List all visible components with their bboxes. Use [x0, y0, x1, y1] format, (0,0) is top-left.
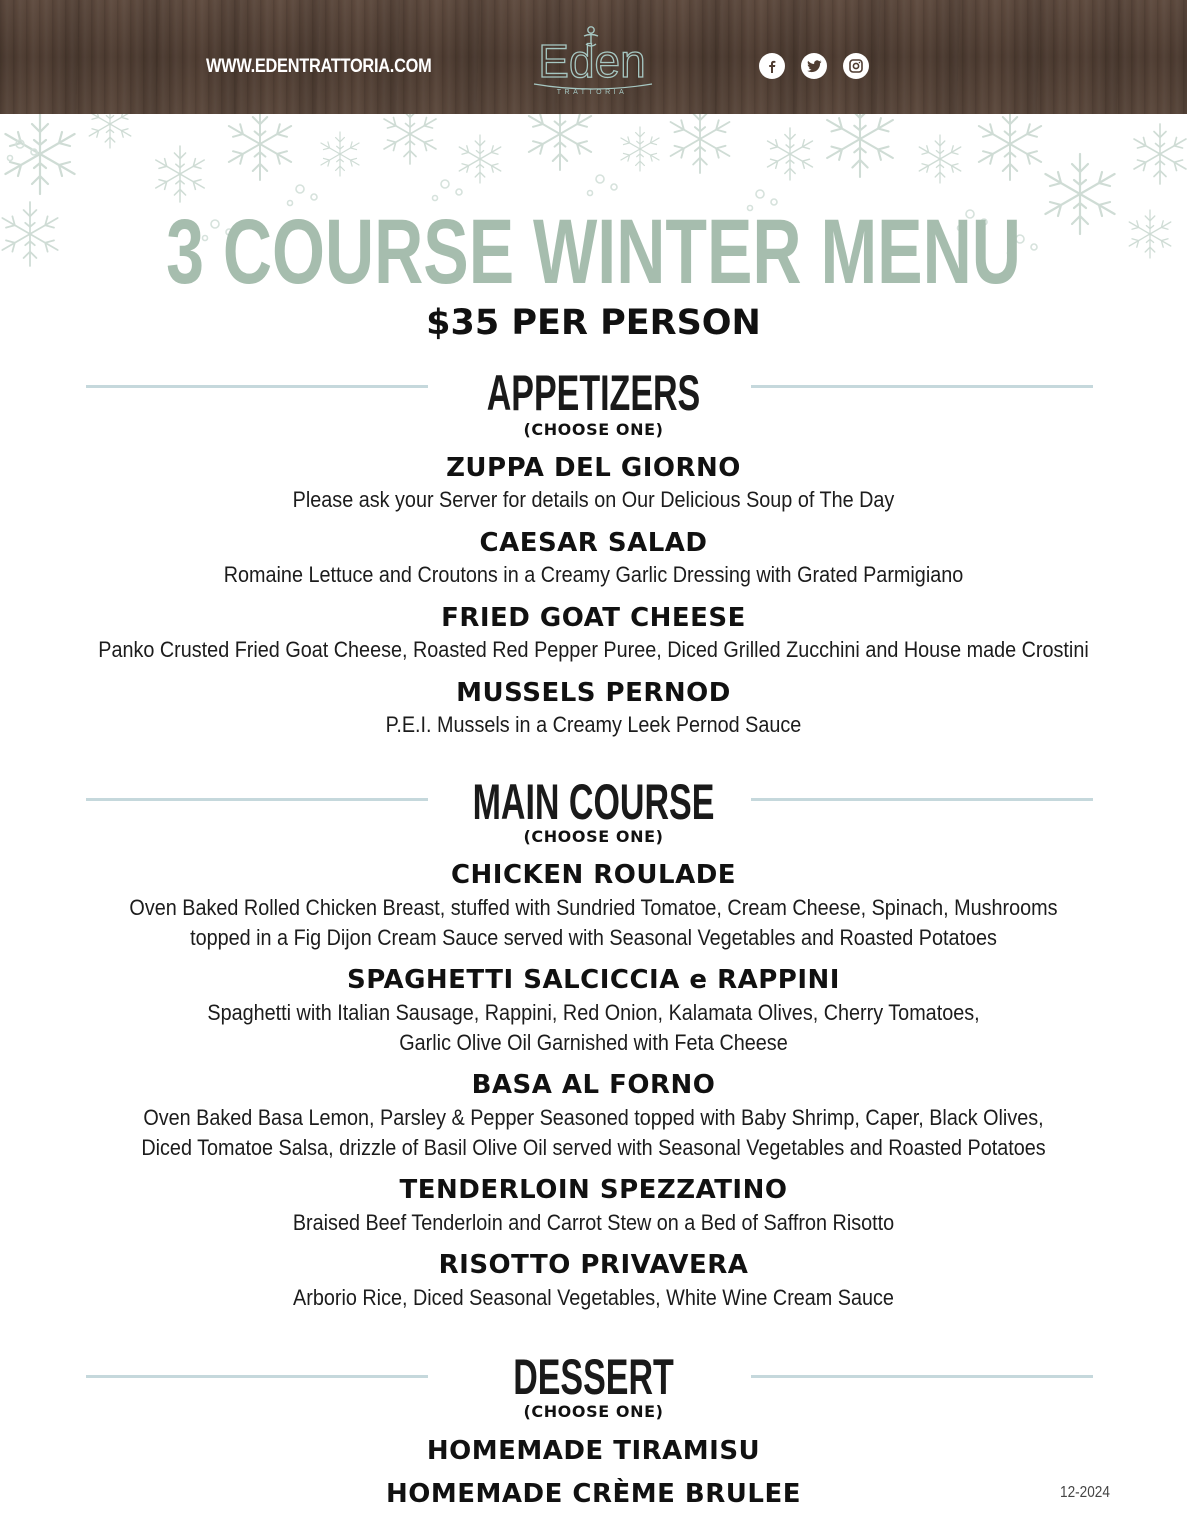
menu-title: 3 COURSE WINTER MENU	[166, 201, 1021, 303]
choose-note: (CHOOSE ONE)	[523, 827, 664, 846]
instagram-icon[interactable]	[843, 53, 869, 79]
menu-item-name: SPAGHETTI SALCICCIA e RAPPINI	[347, 965, 840, 995]
choose-note: (CHOOSE ONE)	[523, 1402, 664, 1421]
menu-item-description: Garlic Olive Oil Garnished with Feta Cheese	[399, 1030, 788, 1055]
facebook-icon[interactable]	[759, 53, 785, 79]
menu-item-description: Braised Beef Tenderloin and Carrot Stew on a Bed of Saffron Risotto	[292, 1210, 895, 1235]
section-title-appetizers: APPETIZERS	[486, 365, 701, 421]
menu-item-name: MUSSELS PERNOD	[456, 678, 731, 708]
menu-item-description: Please ask your Server for details on Our Delicious Soup of The Day	[292, 487, 895, 512]
menu-item-name: HOMEMADE TIRAMISU	[426, 1436, 761, 1466]
menu-item-description: Arborio Rice, Diced Seasonal Vegetables, White Wine Cream Sauce	[293, 1285, 894, 1310]
menu-item-description: Diced Tomatoe Salsa, drizzle of Basil Olive Oil served with Seasonal Vegetables and Roasted Potatoes	[141, 1135, 1046, 1160]
menu-item-name: BASA AL FORNO	[471, 1070, 716, 1100]
menu-item-name: CAESAR SALAD	[479, 528, 708, 558]
svg-text:TRATTORIA: TRATTORIA	[556, 89, 628, 96]
svg-text:Eden: Eden	[538, 35, 646, 87]
menu-item-name: RISOTTO PRIVAVERA	[438, 1250, 749, 1280]
menu-item-name: TENDERLOIN SPEZZATINO	[399, 1175, 788, 1205]
menu-item-description: Oven Baked Rolled Chicken Breast, stuffed with Sundried Tomatoe, Cream Cheese, Spinach, Mushrooms	[129, 895, 1058, 920]
menu-item-description: Oven Baked Basa Lemon, Parsley & Pepper Seasoned topped with Baby Shrimp, Caper, Black Olives,	[143, 1105, 1044, 1130]
choose-note: (CHOOSE ONE)	[523, 420, 664, 439]
price-per-person: $35 PER PERSON	[426, 303, 761, 343]
header-banner	[0, 0, 1187, 114]
date-code: 12-2024	[1060, 1484, 1110, 1501]
section-title-main-course: MAIN COURSE	[472, 774, 715, 830]
twitter-icon[interactable]	[801, 53, 827, 79]
menu-item-name: HOMEMADE CRÈME BRULEE	[386, 1479, 801, 1509]
menu-item-description: topped in a Fig Dijon Cream Sauce served with Seasonal Vegetables and Roasted Potatoes	[190, 925, 997, 950]
social-links	[759, 53, 869, 79]
section-title-dessert: DESSERT	[513, 1349, 674, 1405]
menu-item-description: Panko Crusted Fried Goat Cheese, Roasted Red Pepper Puree, Diced Grilled Zucchini and House made Crostini	[98, 637, 1089, 662]
website-link[interactable]: WWW.EDENTRATTORIA.COM	[206, 56, 432, 77]
menu-item-name: FRIED GOAT CHEESE	[441, 603, 746, 633]
menu-item-description: Spaghetti with Italian Sausage, Rappini, Red Onion, Kalamata Olives, Cherry Tomatoes,	[207, 1000, 980, 1025]
eden-logo	[522, 24, 662, 100]
menu-item-description: Romaine Lettuce and Croutons in a Creamy Garlic Dressing with Grated Parmigiano	[223, 562, 964, 587]
menu-item-name: ZUPPA DEL GIORNO	[446, 453, 741, 483]
menu-item-name: CHICKEN ROULADE	[450, 860, 737, 890]
menu-item-description: P.E.I. Mussels in a Creamy Leek Pernod Sauce	[385, 712, 802, 737]
